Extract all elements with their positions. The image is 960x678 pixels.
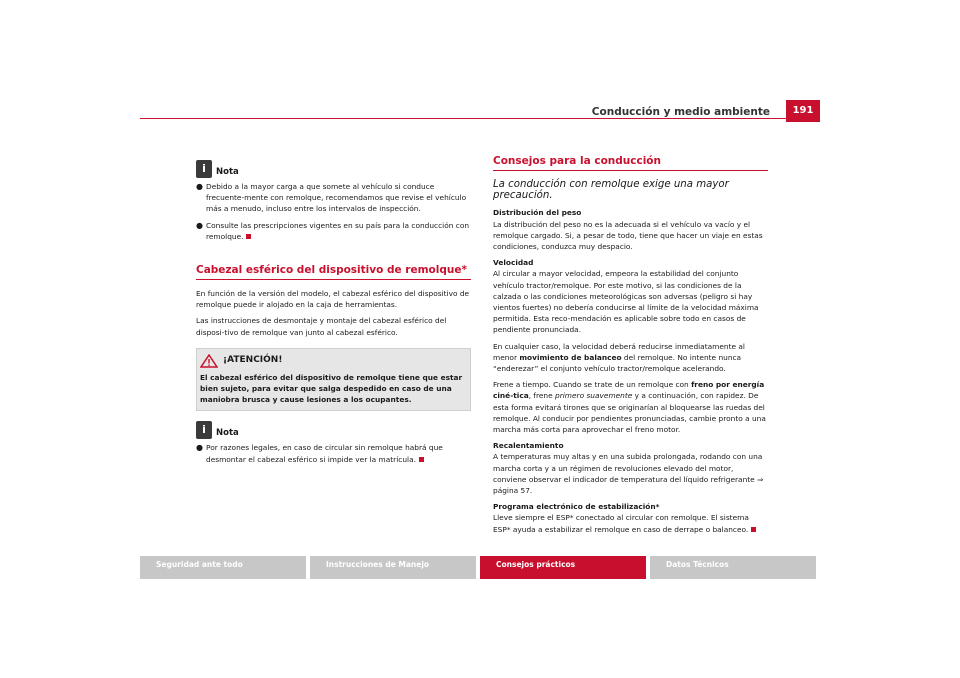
footer-tab-technical[interactable]: Datos Técnicos xyxy=(650,556,816,579)
bullet-icon: ● xyxy=(196,182,203,191)
paragraph xyxy=(493,512,768,534)
note-bullet-text: Por razones legales, en caso de circular sin remolque habrá que desmontar el cabezal esférico si impide ver la matrícula. xyxy=(206,443,443,464)
paragraph: A temperaturas muy altas y en una subida prolongada, rodando con una marcha corta y a un régimen de revoluciones elevado del motor, conviene observar el indicador de temperatura del líquido refrigerante ⇒ página 57. xyxy=(493,452,764,496)
paragraph xyxy=(493,379,768,435)
footer-tab-tips[interactable]: Consejos prácticos xyxy=(480,556,646,579)
warning-title: ¡ATENCIÓN! xyxy=(223,355,283,366)
note-bullet xyxy=(196,442,471,464)
end-mark-icon xyxy=(419,457,424,462)
section-title-ball-head: Cabezal esférico del dispositivo de remolque* xyxy=(196,263,471,280)
subheading-speed: Velocidad xyxy=(493,258,534,268)
running-title: Conducción y medio ambiente xyxy=(591,106,770,118)
paragraph xyxy=(493,341,768,375)
section-title-driving-tips: Consejos para la conducción xyxy=(493,154,768,171)
end-mark-icon xyxy=(246,234,251,239)
text-run: y a continuación, con rapidez. De esta forma evitará tirones que se originarían al bloquearse las ruedas del remolque. Al conducir por pendientes pronunciadas, cambie pronto a una marcha más corta para aprovechar el freno motor. xyxy=(493,391,766,435)
text-run: del remolque. No intente nunca “enderezar” el conjunto vehículo tractor/remolque acelerando. xyxy=(493,352,742,374)
bullet-icon: ● xyxy=(196,220,203,230)
section-subtitle: La conducción con remolque exige una mayor precaución. xyxy=(493,179,729,202)
subheading-overheat: Recalentamiento xyxy=(493,441,564,451)
left-column xyxy=(196,160,471,470)
warning-box xyxy=(196,348,471,412)
note-block xyxy=(196,160,471,242)
note-bullet-text: Consulte las prescripciones vigentes en su país para la conducción con remolque. xyxy=(206,220,470,241)
bold-text: freno por energía ciné-tica xyxy=(493,380,765,401)
page-number: 191 xyxy=(786,100,820,122)
note-icon: i xyxy=(196,421,212,439)
footer-tab-safety[interactable]: Seguridad ante todo xyxy=(140,556,306,579)
note-block xyxy=(196,421,471,464)
warning-triangle-icon xyxy=(200,354,218,368)
footer-tab-operation[interactable]: Instrucciones de Manejo xyxy=(310,556,476,579)
note-bullet xyxy=(196,220,471,242)
text-run: Frene a tiempo. Cuando se trate de un remolque con xyxy=(493,380,692,390)
paragraph: Las instrucciones de desmontaje y montaje del cabezal esférico del disposi-tivo de remolque van junto al cabezal esférico. xyxy=(196,316,447,337)
subheading-esp: Programa electrónico de estabilización* xyxy=(493,502,660,512)
paragraph: La distribución del peso no es la adecuada si el vehículo va vacío y el remolque cargado. Si, a pesar de todo, tiene que hacer un viaje en estas condiciones, conduzca muy despacio. xyxy=(493,219,763,252)
italic-text: primero suavemente xyxy=(555,391,633,401)
note-title: Nota xyxy=(216,166,239,177)
note-icon: i xyxy=(196,160,212,178)
text-run: , frene xyxy=(528,391,556,401)
end-mark-icon xyxy=(751,527,756,532)
right-column xyxy=(493,154,768,540)
note-bullet xyxy=(196,181,471,215)
note-title: Nota xyxy=(216,428,239,439)
text-run: En cualquier caso, la velocidad deberá reducirse inmediatamente al menor xyxy=(493,341,745,362)
bold-text: movimiento de balanceo xyxy=(519,352,622,362)
note-bullet-text: Debido a la mayor carga a que somete al vehículo si conduce frecuente-mente con remolque, recomendamos que revise el vehículo más a menudo, incluso entre los intervalos de inspección. xyxy=(206,182,467,214)
paragraph: En función de la versión del modelo, el cabezal esférico del dispositivo de remolque puede ir alojado en la caja de herramientas. xyxy=(196,289,470,310)
footer-nav xyxy=(140,556,820,579)
subheading-weight: Distribución del peso xyxy=(493,208,582,218)
warning-text: El cabezal esférico del dispositivo de remolque tiene que estar bien sujeto, para evitar que salga despedido en caso de una maniobra brusca y cause lesiones a los ocupantes. xyxy=(200,372,463,405)
paragraph: Al circular a mayor velocidad, empeora la estabilidad del conjunto vehículo tractor/remolque. Por este motivo, si las condiciones de la calzada o las condiciones meteorológicas son adversas (peligro si hay vientos fuertes) no debería conducirse al límite de la velocidad máxima permitida. Esta reco-mendación es aplicable sobre todo en casos de pendiente pronunciada. xyxy=(493,269,759,335)
text-run: Lleve siempre el ESP* conectado al circular con remolque. El sistema ESP* ayuda a estabilizar el remolque en caso de derrape o balanceo. xyxy=(493,513,749,534)
bullet-icon: ● xyxy=(196,443,203,453)
header-rule xyxy=(140,118,786,119)
